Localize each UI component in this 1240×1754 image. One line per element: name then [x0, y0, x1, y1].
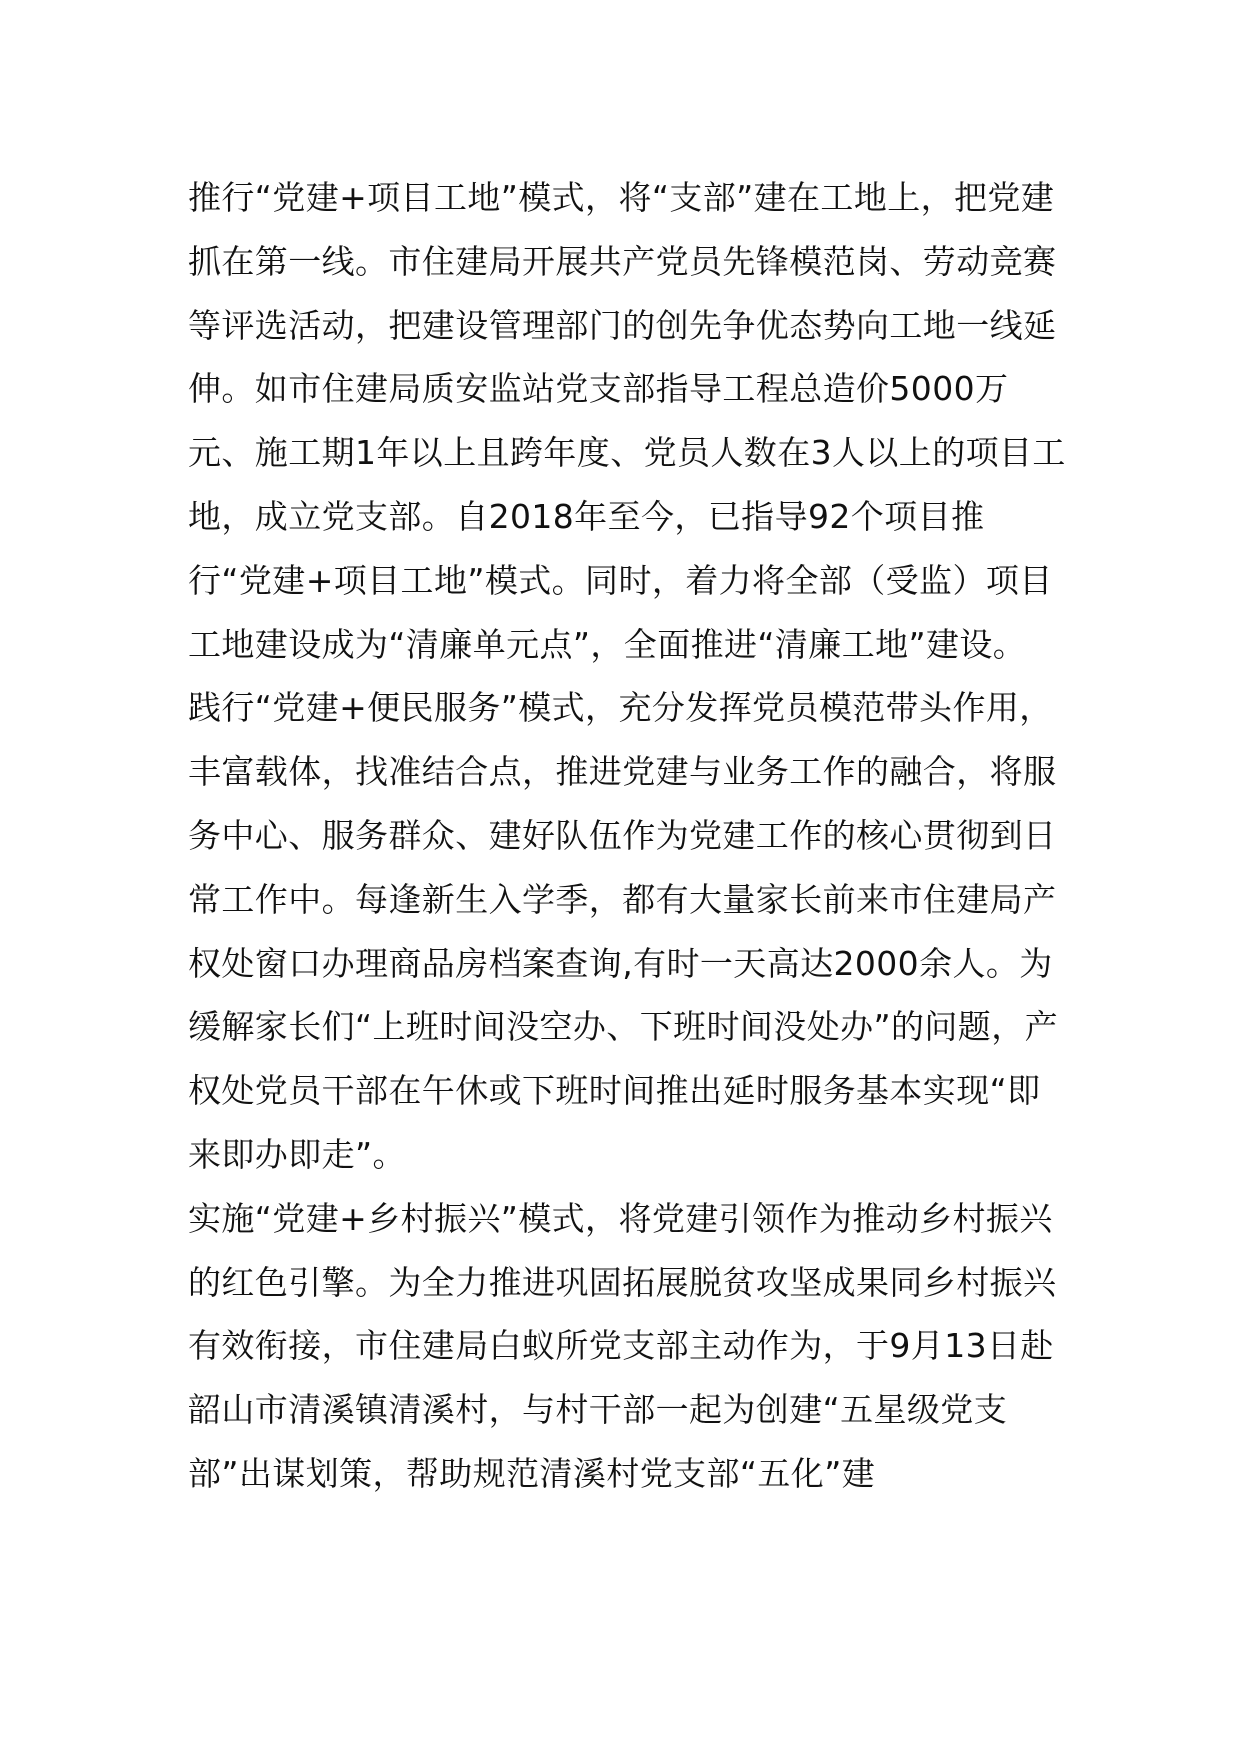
- paragraph-party-building-project-site: 推行“党建+项目工地”模式，将“支部”建在工地上，把党建抓在第一线。市住建局开展共产党员先锋模范岗、劳动竞赛等评选活动，把建设管理部门的创先争优态势向工地一线延伸。如市住建局质安监站党支部指导工程总造价5000万元、施工期1年以上且跨年度、党员人数在3人以上的项目工地，成立党支部。自2018年至今，已指导92个项目推行“党建+项目工地”模式。同时，着力将全部（受监）项目工地建设成为“清廉单元点”，全面推进“清廉工地”建设。: [188, 178, 1066, 664]
- paragraph-party-building-convenience-service: 践行“党建+便民服务”模式，充分发挥党员模范带头作用，丰富载体，找准结合点，推进党建与业务工作的融合，将服务中心、服务群众、建好队伍作为党建工作的核心贯彻到日常工作中。每逢新生入学季，都有大量家长前来市住建局产权处窗口办理商品房档案查询,有时一天高达2000余人。为缓解家长们“上班时间没空办、下班时间没处办”的问题，产权处党员干部在午休或下班时间推出延时服务基本实现“即来即办即走”。: [188, 688, 1058, 1174]
- document-body: [188, 166, 1068, 1506]
- paragraph-party-building-rural-revitalization: 实施“党建+乡村振兴”模式，将党建引领作为推动乡村振兴的红色引擎。为全力推进巩固拓展脱贫攻坚成果同乡村振兴有效衔接，市住建局白蚁所党支部主动作为，于9月13日赴韶山市清溪镇清溪村，与村干部一起为创建“五星级党支部”出谋划策，帮助规范清溪村党支部“五化”建: [188, 1198, 1057, 1493]
